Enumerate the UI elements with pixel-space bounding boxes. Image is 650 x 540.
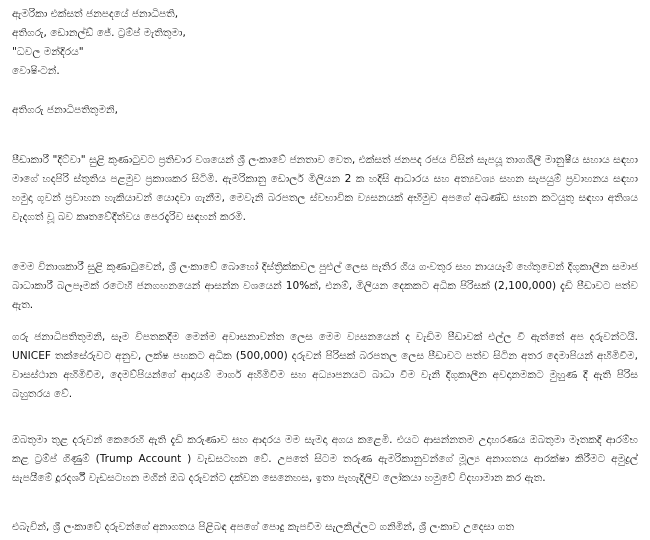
body-paragraph: මෙම විනාශකාරී සුළි කුණාටුවෙන්, ශ්‍රී ලංකාවේ බොහෝ දිස්ත්‍රික්කවල පුළුල් ලෙස පැතිර ගිය ගංවතුර සහ නායයෑම් හේතුවෙන් දිගුකාලීන සමාජ බාධාකාරී බලපෑමක් රටෙහි ජනගහනයෙන් ආසන්න වශයෙන් 10%ක්, එනම්, මිලියන දෙකකට අධික පිරිසක් (2,100,000) දැඩි පීඩාවට පත්ව ඇත.	[12, 261, 638, 311]
body-paragraph: ගරු ජනාධිපතිතුමනි, සෑම විපතකදීම මෙන්ම අවාසනාවන්ත ලෙස මෙම ව්‍යසනයෙන් ද වැඩිම පීඩාවක් එල්ල වී ඇත්තේ අප දරුවන්ටයි. UNICEF තක්සේරුවට අනුව, ලක්ෂ පහකට අධික (500,000) දරුවන් පිරිසක් බරපතල ලෙස පීඩාවට පත්ව සිටින අතර දෙමාපියන් අහිමිවීම, වාසස්ථාන අහිමිවීම, දෙමව්පියන්ගේ ආදායම් මාර්ග අහිමිවීම සහ අධ්‍යාපනයට බාධා වීම වැනි දිගුකාලීන අවදානමකට මුහුණ දී ඇති පිරිස බහුතරය වේ.	[12, 331, 638, 400]
body-paragraph: එබැවින්, ශ්‍රී ලංකාවේ දරුවන්ගේ අනාගතය පිළිබඳ අපගේ පොදු කැපවීම සැලකිල්ලට ගනිමින්, ශ්‍රී ලංකාව උදෙසා ගත	[12, 521, 515, 533]
recipient-address	[12, 5, 632, 81]
body-paragraph: ඔබතුමා තුළ දරුවන් කෙරෙහි ඇති දැඩි කරුණාව සහ ආදරය මම සැමදා අගය කළෙමි. එයට ආසන්නතම උදාහරණය ඔබතුමා මෑතකදී ආරම්භ කළ ට්‍රම්ප් ගිණුම් (Trump Account ) වැඩසටහන වේ. උපතේ සිටම තරුණ ඇමරිකානුවන්ගේ මූල්‍ය අනාගතය ආරක්ෂා කිරීමට අමුද්‍රල් සැපයීමේ දූරදර්ශී වැඩසටහන මගින් ඔබ දරුවන්ට දක්වන සෙනෙහස, ඉතා පැහැදිලිව ලෝකයා හමුවේ විදහාමාන කර ඇත.	[12, 434, 638, 484]
salutation: අතිගරු ජනාධිපතිතුමනි,	[12, 104, 118, 116]
address-line: අතිගරු, ඩොනල්ඩ් ජේ. ට්‍රම්ප් මැතිතුමා,	[12, 27, 186, 39]
body-paragraph: පීඩාකාරී "දිට්වා" සුළි කුණාටුවට ප්‍රතිචාර වශයෙන් ශ්‍රී ලංකාවේ ජනතාව වෙත, එක්සත් ජනපද රජය විසින් සැපයූ තාගශීලී මානුෂීය සහාය සඳහා මාගේ හදපිරි ස්තූතිය පළමුව ප්‍රකාශකර සිටිමි. ඇමරිකානු ඩොලර් මිලියන 2 ක හදිසි ආධාරය සහ අත්‍යවශ්‍ය සහන සැපයුම් ප්‍රවාහනය සඳහා හමුදා ගුවන් ප්‍රවාහන හැකියාවන් යොදවා ගැනීම, මෙවැනි බරපතල ස්වභාවික ව්‍යසනයක් අභිමුව අපගේ අඛණ්ඩ සහන කටයුතු සඳහා අතිශය වැදගත් වූ බව කෘතවේදීත්වය පෙරදැරිව සඳහන් කරමි.	[12, 154, 638, 223]
address-line: "ධවල මන්දිරය"	[12, 46, 84, 58]
address-line: ඇමරිකා එක්සත් ජනපදයේ ජනාධිපති,	[12, 8, 179, 20]
address-line: වොෂිංටන්.	[12, 65, 60, 77]
